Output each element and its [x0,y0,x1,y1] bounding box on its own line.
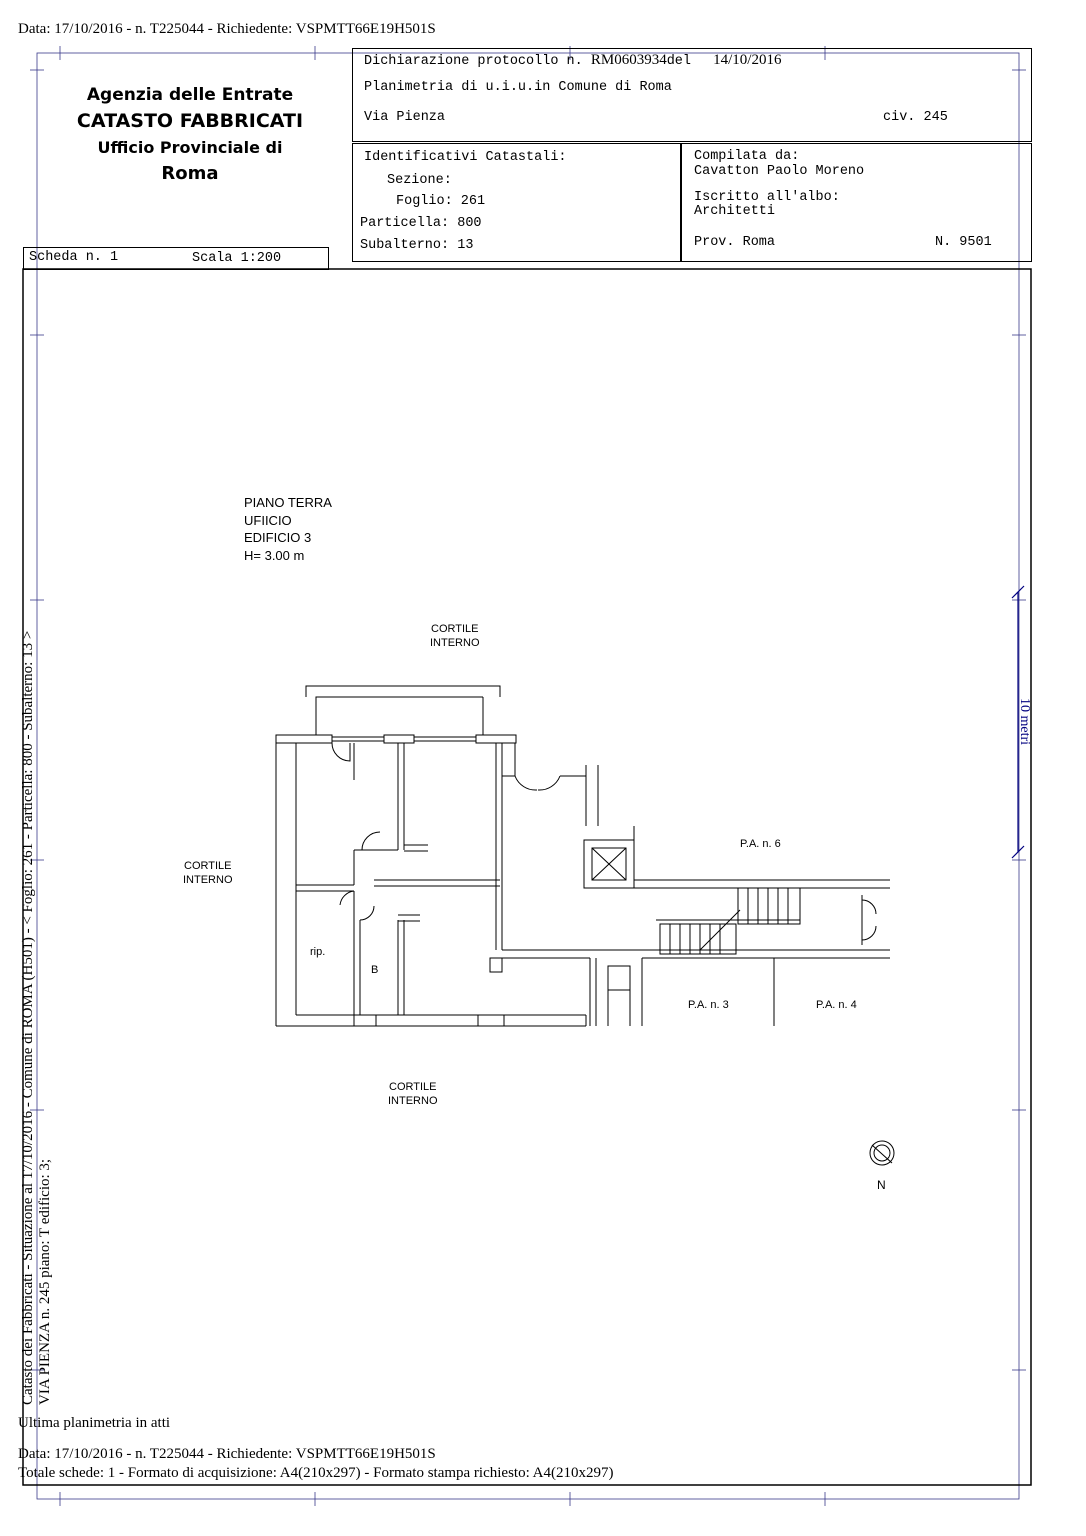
province-value: Prov. Roma [694,235,776,250]
pa4-label: P.A. n. 4 [816,999,857,1011]
civic-number: civ. 245 [883,110,948,125]
catasto-title: CATASTO FABBRICATI [76,110,304,132]
sezione-label: Sezione: [387,173,452,188]
agency-block [70,84,310,188]
street-name: Via Pienza [364,110,446,125]
protocol-del: del [666,54,692,69]
ultima-planimetria: Ultima planimetria in atti [18,1415,171,1431]
protocol-line [364,52,781,69]
albo-number: N. 9501 [935,235,992,250]
pa6-label: P.A. n. 6 [740,838,781,850]
plan-use: UFIICIO [244,512,292,528]
cortile-left-label [183,859,233,887]
cortile-top-label [430,622,480,650]
protocol-box [352,48,1032,142]
cortile-left-line2: INTERNO [183,874,233,886]
compiler-name: Cavatton Paolo Moreno [694,164,865,179]
side-metadata-line1: Catasto dei Fabbricati - Situazione al 17/10/2016 - Comune di ROMA (H501) - < Foglio: 261 - Particella: 800 - Subalterno: 13 > [20,630,36,1405]
protocol-number: RM0603934 [590,52,667,68]
scala-label: Scala 1:200 [192,251,282,266]
albo-value: Architetti [694,204,776,219]
ufficio-city: Roma [161,163,219,184]
plan-info [244,494,332,564]
planimetria-line: Planimetria di u.i.u.in Comune di Roma [364,80,672,95]
cortile-bottom-label [388,1080,438,1108]
room-b-label: B [371,964,379,976]
cortile-top-line1: CORTILE [431,623,479,635]
identificativi-title: Identificativi Catastali: [364,150,567,165]
iscritto-label: Iscritto all'albo: [694,190,840,205]
scheda-box [23,247,329,270]
protocol-prefix: Dichiarazione protocollo n. [364,54,583,69]
document-header: Data: 17/10/2016 - n. T225044 - Richiedente: VSPMTT66E19H501S [18,21,436,37]
subalterno-value: Subalterno: 13 [360,238,474,253]
scale-bar-label: 10 metri [1017,698,1032,746]
agency-name: Agenzia delle Entrate [86,85,294,105]
plan-floor: PIANO TERRA [244,495,332,510]
cortile-bottom-line2: INTERNO [388,1095,438,1107]
cortile-bottom-line1: CORTILE [389,1081,437,1093]
foglio-value: Foglio: 261 [396,194,486,209]
particella-value: Particella: 800 [360,216,482,231]
ufficio-label: Ufficio Provinciale di [97,138,283,157]
protocol-date: 14/10/2016 [713,52,782,68]
room-rip-label: rip. [310,946,326,958]
identificativi-box [352,143,682,262]
pa3-label: P.A. n. 3 [688,999,729,1011]
footer-totale: Totale schede: 1 - Formato di acquisizione: A4(210x297) - Formato stampa richiesto: A4(210x297) [18,1465,614,1481]
scheda-label: Scheda n. 1 [29,250,119,265]
plan-height: H= 3.00 m [244,547,305,563]
footer-data: Data: 17/10/2016 - n. T225044 - Richiedente: VSPMTT66E19H501S [18,1446,436,1462]
plan-building: EDIFICIO 3 [244,530,312,545]
side-metadata [20,631,54,1405]
compilata-label: Compilata da: [694,149,800,164]
cortile-left-line1: CORTILE [184,860,232,872]
compilata-box [680,143,1032,262]
north-label: N [877,1178,886,1192]
side-metadata-line2: VIA PIENZA n. 245 piano: T edificio: 3; [37,1158,53,1405]
cortile-top-line2: INTERNO [430,637,480,649]
